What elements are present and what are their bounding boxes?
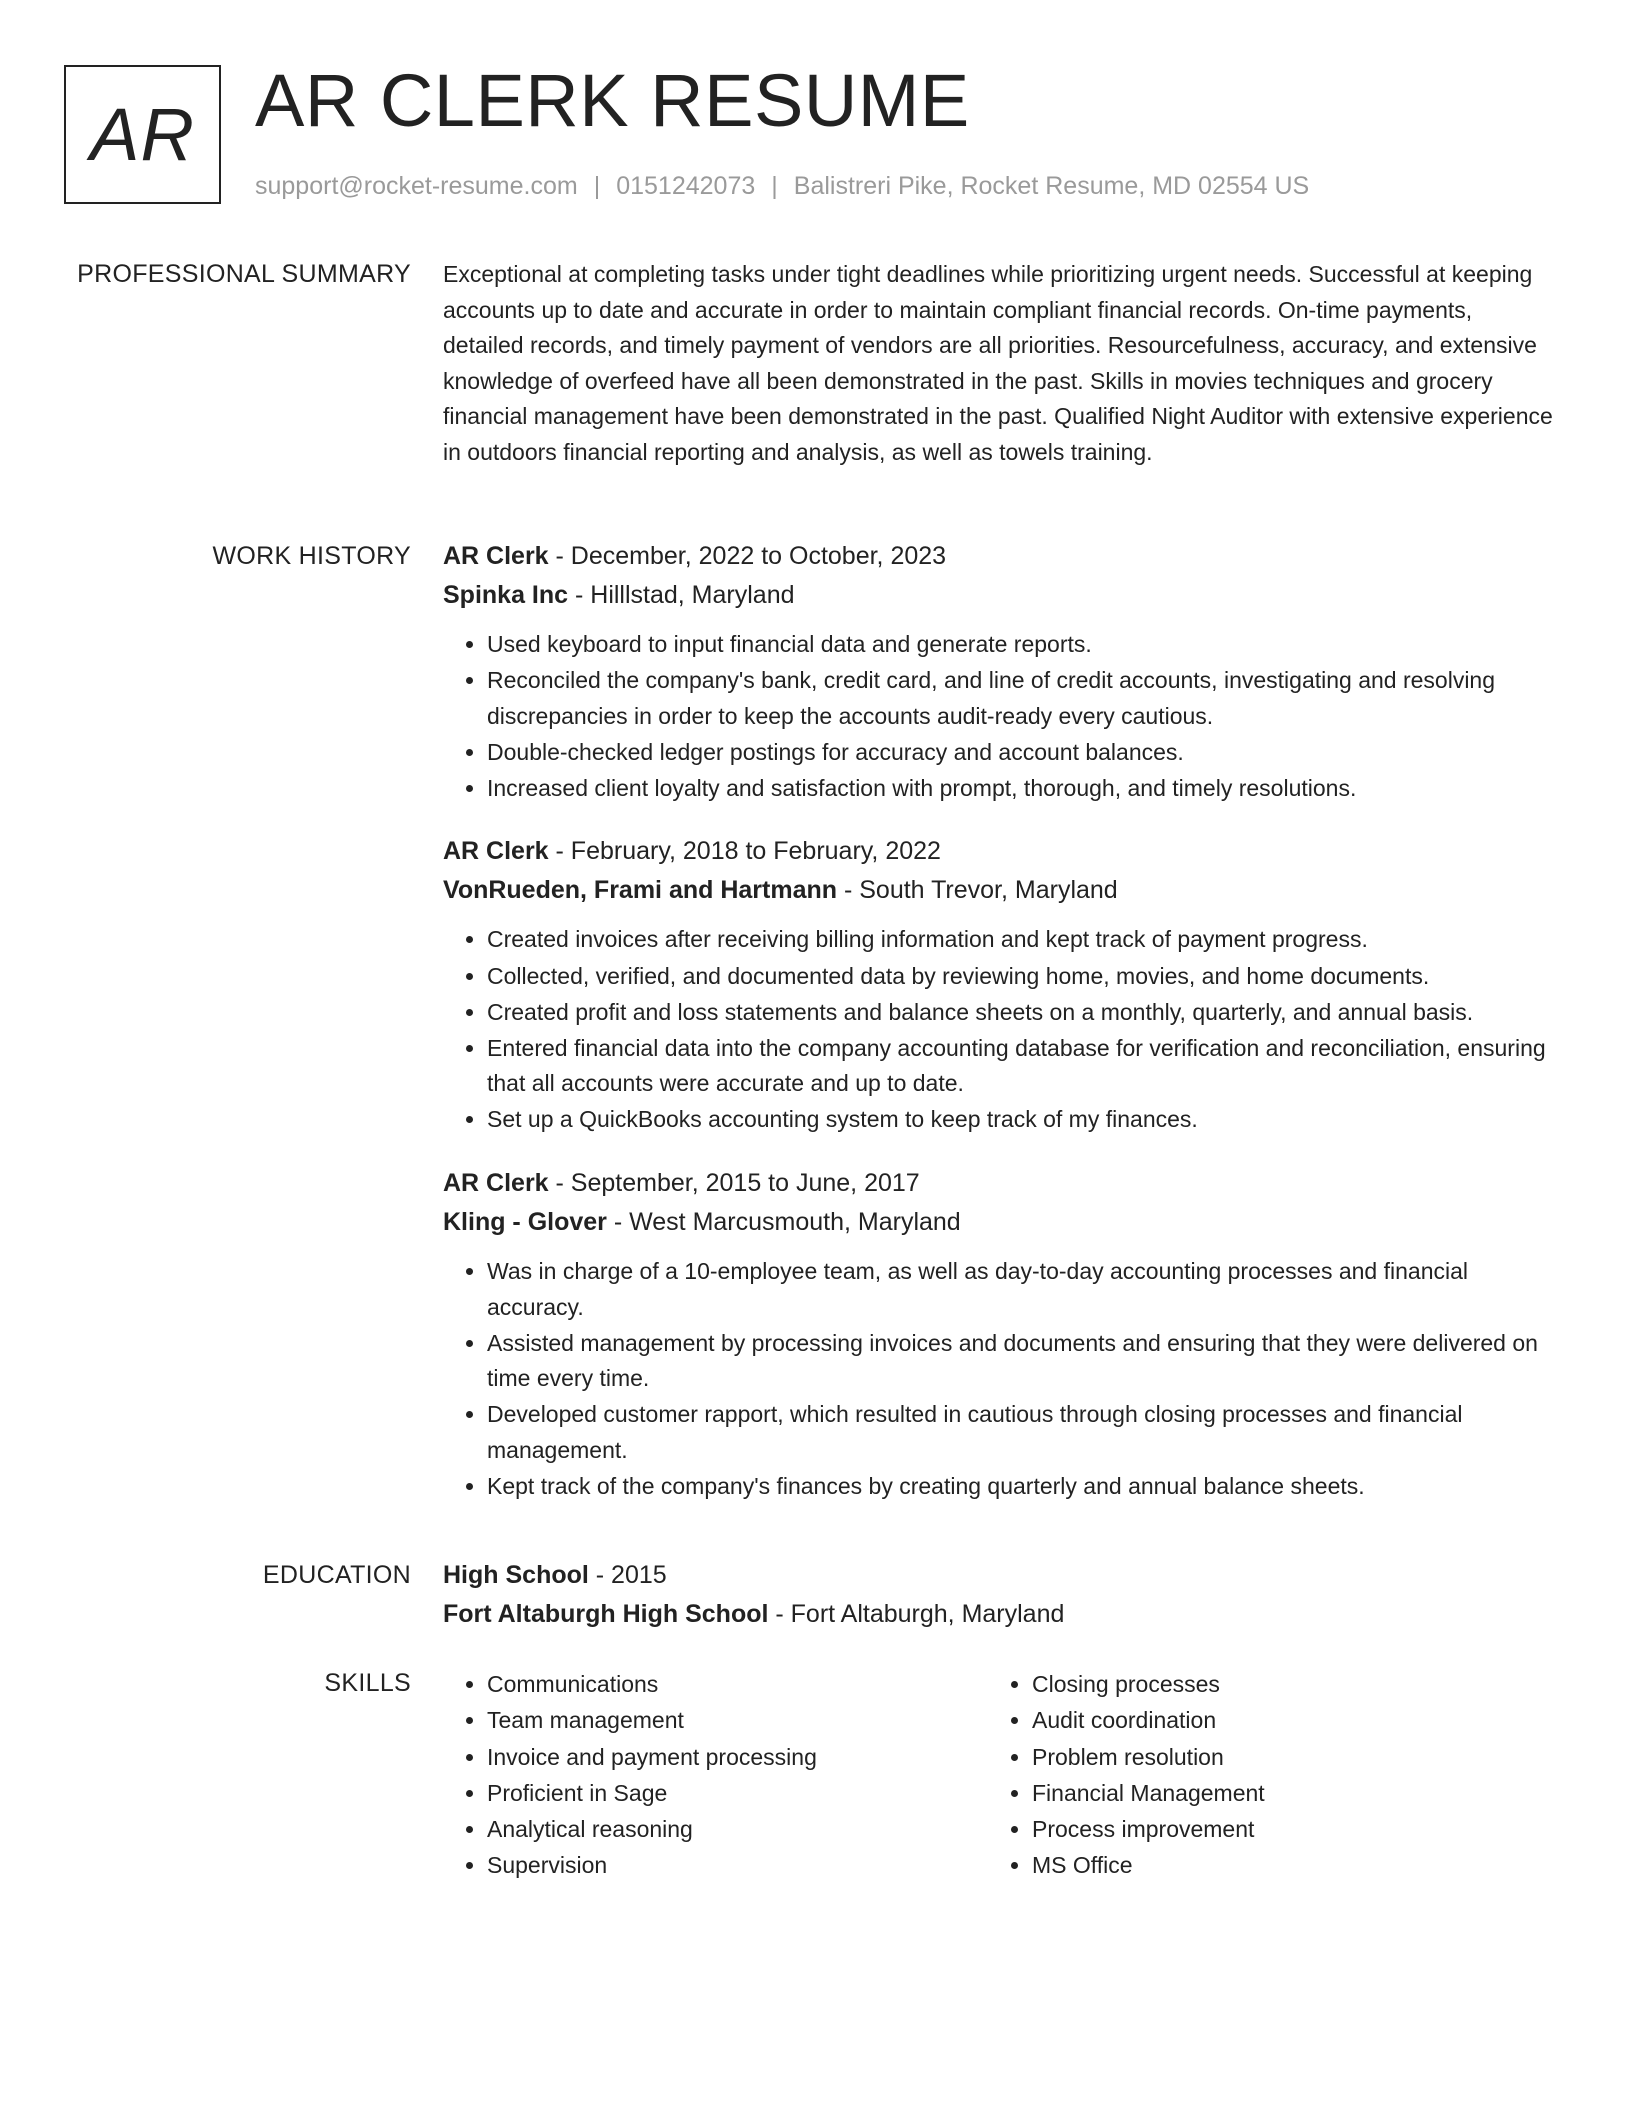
- job-title: AR Clerk: [443, 542, 549, 570]
- education-degree-line: [443, 1556, 1558, 1595]
- skill-item: • Audit coordination: [1032, 1702, 1533, 1738]
- job-bullet: • Used keyboard to input financial data and generate reports.: [487, 627, 1558, 663]
- job-dates: - December, 2022 to October, 2023: [548, 542, 947, 570]
- skill-item: • Communications: [487, 1666, 988, 1702]
- skill-item: • Process improvement: [1032, 1811, 1533, 1847]
- job-company-line: [443, 576, 1558, 615]
- job-company: Kling - Glover: [443, 1208, 607, 1237]
- skill-item: • Closing processes: [1032, 1666, 1533, 1702]
- job-bullets: [443, 922, 1558, 1138]
- contact-separator: |: [593, 172, 601, 200]
- job-company: Spinka Inc: [443, 581, 569, 609]
- job-company-line: [443, 1203, 1558, 1242]
- job-bullet: • Entered financial data into the company accounting database for verification and reconciliation, ensuring that all accounts were accurate and up to date.: [487, 1031, 1558, 1102]
- job-title: AR Clerk: [443, 837, 549, 866]
- job-title-line: [443, 1164, 1558, 1203]
- job-title-line: [443, 832, 1558, 871]
- contact-address: Balistreri Pike, Rocket Resume, MD 02554 US: [793, 172, 1310, 200]
- skills-column-right: [988, 1666, 1533, 1884]
- job-location: - Hilllstad, Maryland: [568, 581, 795, 609]
- job-entry: [443, 1164, 1558, 1505]
- skills-heading: SKILLS: [324, 1669, 411, 1697]
- work-history-body: [443, 537, 1558, 1531]
- monogram-logo: AR: [64, 65, 221, 204]
- skills-list: [443, 1666, 988, 1884]
- education-school-line: [443, 1595, 1558, 1634]
- skill-item: • Team management: [487, 1702, 988, 1738]
- job-bullet: • Created invoices after receiving billing information and kept track of payment progress.: [487, 922, 1558, 958]
- contact-phone: 0151242073: [616, 172, 756, 200]
- job-bullets: [443, 627, 1558, 806]
- summary-body: [443, 257, 1558, 471]
- job-bullet: • Assisted management by processing invoices and documents and ensuring that they were delivered on time every time.: [487, 1326, 1558, 1397]
- job-company: VonRueden, Frami and Hartmann: [443, 876, 838, 905]
- education-school: Fort Altaburgh High School: [443, 1600, 769, 1628]
- skill-item: • Supervision: [487, 1847, 988, 1883]
- skill-item: • Financial Management: [1032, 1775, 1533, 1811]
- job-bullet: • Increased client loyalty and satisfaction with prompt, thorough, and timely resolutions.: [487, 771, 1558, 807]
- job-bullet: • Reconciled the company's bank, credit card, and line of credit accounts, investigating and resolving discrepancies in order to keep the accounts audit-ready every cautious.: [487, 663, 1558, 734]
- summary-heading: PROFESSIONAL SUMMARY: [77, 260, 411, 288]
- skills-column-left: [443, 1666, 988, 1884]
- job-entry: [443, 832, 1558, 1138]
- skill-item: • Invoice and payment processing: [487, 1739, 988, 1775]
- job-bullet: • Created profit and loss statements and balance sheets on a monthly, quarterly, and annual basis.: [487, 995, 1558, 1031]
- job-bullet: • Kept track of the company's finances by creating quarterly and annual balance sheets.: [487, 1469, 1558, 1505]
- summary-text: Exceptional at completing tasks under tight deadlines while prioritizing urgent needs. Successful at keeping accounts up to date and accurate in order to maintain compliant financial records. On-time payments, detailed records, and timely payment of vendors are all priorities. Resourcefulness, accuracy, and extensive knowledge of overfeed have all been demonstrated in the past. Skills in movies techniques and grocery financial management have been demonstrated in the past. Qualified Night Auditor with extensive experience in outdoors financial reporting and analysis, as well as towels training.: [443, 261, 1553, 465]
- job-bullet: • Collected, verified, and documented data by reviewing home, movies, and home documents.: [487, 959, 1558, 995]
- job-bullets: [443, 1254, 1558, 1505]
- skill-item: • Problem resolution: [1032, 1739, 1533, 1775]
- job-title-line: [443, 537, 1558, 576]
- job-title: AR Clerk: [443, 1169, 549, 1198]
- contact-line: [255, 172, 1309, 201]
- education-heading: EDUCATION: [262, 1561, 411, 1589]
- job-company-line: [443, 871, 1558, 910]
- education-degree: High School: [443, 1561, 589, 1589]
- skill-item: • Analytical reasoning: [487, 1811, 988, 1847]
- page-title: AR CLERK RESUME: [255, 59, 970, 142]
- job-dates: - February, 2018 to February, 2022: [548, 837, 941, 866]
- work-history-heading: WORK HISTORY: [212, 542, 411, 570]
- job-entry: [443, 537, 1558, 806]
- education-location: - Fort Altaburgh, Maryland: [768, 1600, 1065, 1628]
- skill-item: • Proficient in Sage: [487, 1775, 988, 1811]
- contact-email: support@rocket-resume.com: [255, 172, 578, 200]
- job-location: - South Trevor, Maryland: [837, 876, 1118, 905]
- education-year: - 2015: [588, 1561, 667, 1589]
- job-bullet: • Set up a QuickBooks accounting system to keep track of my finances.: [487, 1102, 1558, 1138]
- education-body: [443, 1556, 1558, 1634]
- contact-separator: |: [771, 172, 778, 200]
- job-bullet: • Double-checked ledger postings for accuracy and account balances.: [487, 735, 1558, 771]
- job-bullet: • Developed customer rapport, which resulted in cautious through closing processes and financial management.: [487, 1397, 1558, 1468]
- job-location: - West Marcusmouth, Maryland: [606, 1208, 961, 1237]
- job-dates: - September, 2015 to June, 2017: [548, 1169, 920, 1198]
- skill-item: • MS Office: [1032, 1847, 1533, 1883]
- skills-columns: [443, 1666, 1558, 1884]
- skills-list: [988, 1666, 1533, 1884]
- skills-body: [443, 1666, 1558, 1884]
- job-bullet: • Was in charge of a 10-employee team, as well as day-to-day accounting processes and financial accuracy.: [487, 1254, 1558, 1325]
